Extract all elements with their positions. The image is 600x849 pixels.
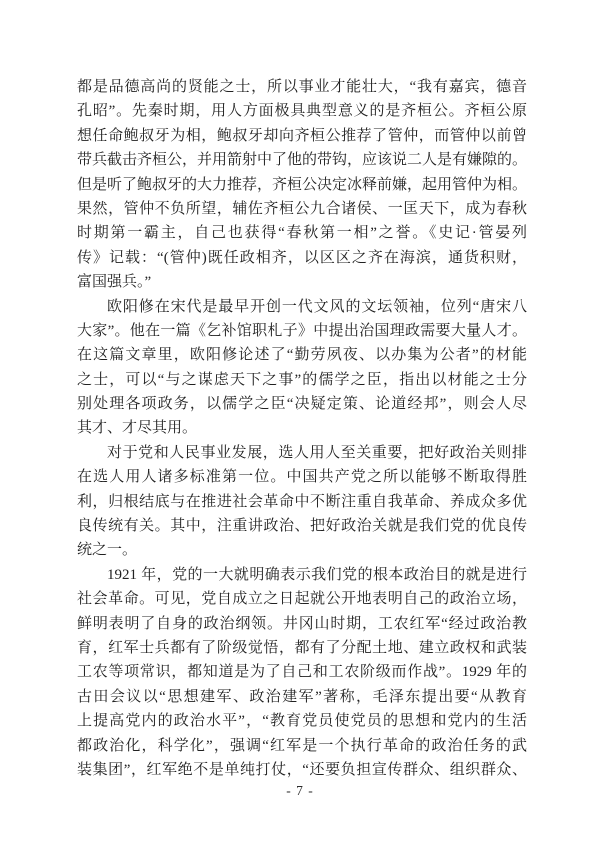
text-line: 欧阳修在宋代是最早开创一代文风的文坛领袖，位列“唐宋八 [107, 298, 527, 315]
text-line: 工农等项常识，都知道是为了自己和工农阶级而作战”。1929 年的 [77, 664, 527, 681]
text-line: 果然，管仲不负所望，辅佐齐桓公九合诸侯、一匡天下，成为春秋 [77, 200, 527, 217]
text-line: 社会革命。可见，党自成立之日起就公开地表明自己的政治立场， [77, 591, 527, 608]
text-line: 利，归根结底与在推进社会革命中不断注重自我革命、养成众多优 [77, 493, 527, 510]
text-line: 之士，可以“与之谋虑天下之事”的儒学之臣，指出以材能之士分 [77, 371, 527, 388]
text-line: 都政治化，科学化”，强调“红军是一个执行革命的政治任务的武 [77, 737, 527, 754]
paragraph [77, 75, 527, 295]
text-line: 1921 年，党的一大就明确表示我们党的根本政治目的就是进行 [107, 566, 527, 583]
text-line: 上提高党内的政治水平”，“教育党员使党员的思想和党内的生活 [77, 713, 527, 730]
paragraph [77, 295, 527, 441]
text-line: 鲜明表明了自身的政治纲领。井冈山时期，工农红军“经过政治教 [77, 615, 527, 632]
text-line: 其才、才尽其用。 [77, 420, 198, 437]
paragraph [77, 441, 527, 563]
text-line: 带兵截击齐桓公，并用箭射中了他的带钩，应该说二人是有嫌隙的。 [77, 152, 528, 169]
text-line: 想任命鲍叔牙为相，鲍叔牙却向齐桓公推荐了管仲，而管仲以前曾 [77, 127, 527, 144]
text-line: 古田会议以“思想建军、政治建军”著称，毛泽东提出要“从教育 [77, 688, 527, 705]
text-line: 育，红军士兵都有了阶级觉悟，都有了分配土地、建立政权和武装 [77, 639, 527, 656]
text-body [77, 75, 527, 782]
text-line: 但是听了鲍叔牙的大力推荐，齐桓公决定冰释前嫌，起用管仲为相。 [77, 176, 528, 193]
paragraph [77, 563, 527, 783]
text-line: 孔昭”。先秦时期，用人方面极具典型意义的是齐桓公。齐桓公原 [77, 103, 527, 120]
text-line: 良传统有关。其中，注重讲政治、把好政治关就是我们党的优良传 [77, 518, 527, 535]
text-line: 在选人用人诸多标准第一位。中国共产党之所以能够不断取得胜 [77, 469, 527, 486]
text-line: 对于党和人民事业发展，选人用人至关重要，把好政治关则排 [107, 444, 527, 461]
text-line: 统之一。 [77, 542, 138, 559]
text-line: 别处理各项政务，以儒学之臣“决疑定策、论道经邦”，则会人尽 [77, 396, 527, 413]
text-line: 装集团”，红军绝不是单纯打仗，“还要负担宣传群众、组织群众、 [77, 761, 527, 778]
text-line: 传》记载：“(管仲)既任政相齐，以区区之齐在海滨，通货积财， [77, 249, 527, 266]
page-number: - 7 - [286, 783, 314, 798]
text-line: 都是品德高尚的贤能之士，所以事业才能壮大，“我有嘉宾，德音 [77, 79, 527, 95]
text-line: 在这篇文章里，欧阳修论述了“勤劳夙夜、以办集为公者”的材能 [77, 347, 527, 364]
text-line: 大家”。他在一篇《乞补馆职札子》中提出治国理政需要大量人才。 [77, 322, 527, 339]
text-line: 富国强兵。” [77, 274, 152, 291]
text-line: 时期第一霸主，自己也获得“春秋第一相”之誉。《史记·管晏列 [77, 225, 527, 242]
